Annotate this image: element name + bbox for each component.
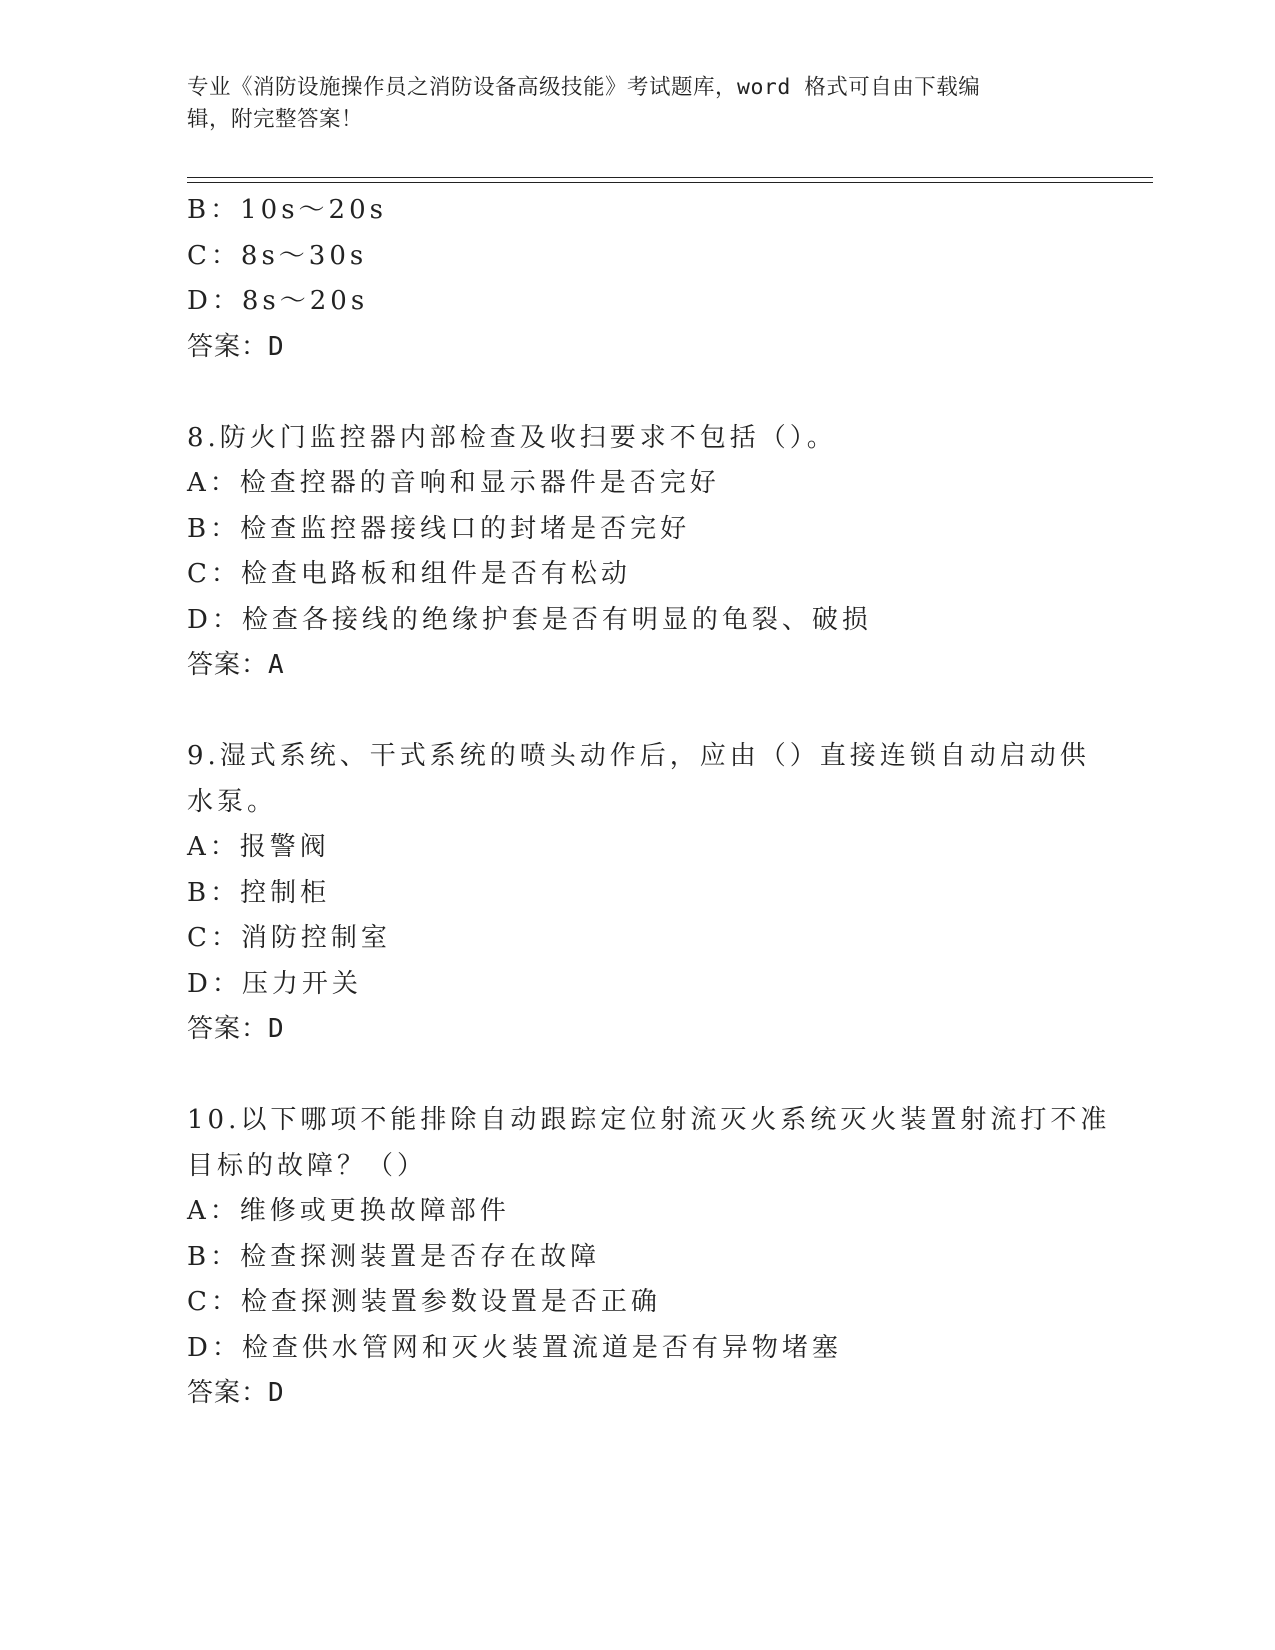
- question-9: [187, 734, 1090, 1053]
- option-a: A：报警阀: [187, 832, 330, 862]
- answer-line: 答案：D: [187, 1014, 285, 1044]
- option-b: B：控制柜: [187, 877, 331, 908]
- option-a: A：维修或更换故障部件: [187, 1196, 510, 1226]
- question-content: [187, 188, 1111, 1417]
- answer-line: 答案：D: [187, 1378, 285, 1408]
- question-title-line-2: 水泵。: [187, 786, 278, 817]
- header-line-2: 辑，附完整答案！: [187, 107, 364, 132]
- option-d: D：检查各接线的绝缘护套是否有明显的龟裂、破损: [187, 604, 872, 635]
- option-b: B：10s～20s: [187, 195, 387, 225]
- question-10: [187, 1098, 1111, 1417]
- option-c: C：检查探测装置参数设置是否正确: [187, 1287, 661, 1317]
- prev-question: [187, 188, 1087, 370]
- question-title-line-1: 10.以下哪项不能排除自动跟踪定位射流灭火系统灭火装置射流打不准: [187, 1105, 1111, 1135]
- question-title-line-2: 目标的故障？（）: [187, 1150, 428, 1181]
- option-a: A：检查控器的音响和显示器件是否完好: [187, 468, 720, 498]
- option-b: B：检查监控器接线口的封堵是否完好: [187, 513, 691, 544]
- option-b: B：检查探测装置是否存在故障: [187, 1241, 601, 1272]
- question-8: [187, 416, 1087, 689]
- option-d: D：检查供水管网和灭火装置流道是否有异物堵塞: [187, 1332, 842, 1363]
- question-title-line-1: 9.湿式系统、干式系统的喷头动作后，应由（）直接连锁自动启动供: [187, 741, 1090, 771]
- header-line-1: 专业《消防设施操作员之消防设备高级技能》考试题库，word 格式可自由下载编: [187, 75, 981, 100]
- option-c: C：检查电路板和组件是否有松动: [187, 559, 631, 589]
- header-rule-top: [187, 177, 1153, 178]
- document-header: [187, 72, 1067, 136]
- option-c: C：消防控制室: [187, 923, 391, 953]
- option-d: D：压力开关: [187, 968, 362, 999]
- question-title: 8.防火门监控器内部检查及收扫要求不包括（）。: [187, 422, 837, 453]
- option-c: C：8s～30s: [187, 240, 368, 271]
- answer-line: 答案：A: [187, 650, 285, 680]
- header-rule-bottom: [187, 182, 1153, 183]
- option-d: D：8s～20s: [187, 286, 369, 316]
- answer-line: 答案：D: [187, 331, 285, 362]
